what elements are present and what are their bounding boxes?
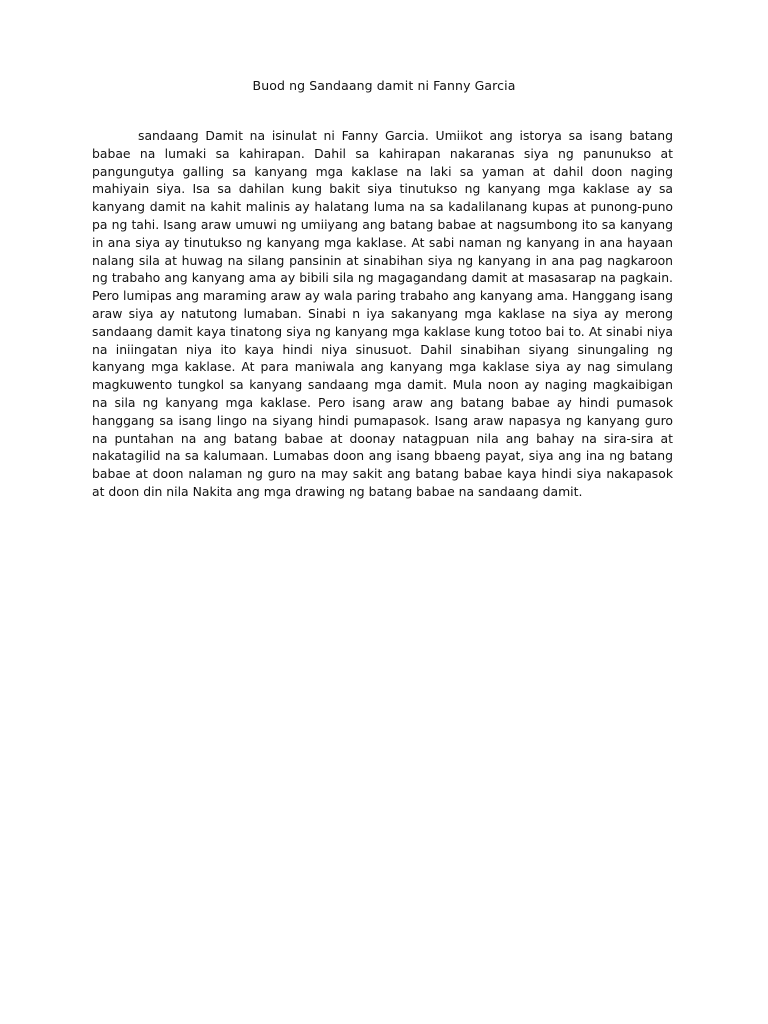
summary-paragraph: sandaang Damit na isinulat ni Fanny Garcia. Umiikot ang istorya sa isang batang babae na lumaki sa kahirapan. Dahil sa kahirapan nakaranas siya ng panunukso at pangungutya galling sa kanyang mga kaklase na laki sa yaman at dahil doon naging mahiyain siya. Isa sa dahilan kung bakit siya tinutukso ng kanyang mga kaklase ay sa kanyang damit na kahit malinis ay halatang luma na sa kadalilanang kupas at punong-puno pa ng tahi. Isang araw umuwi ng umiiyang ang batang babae at nagsumbong ito sa kanyang in ana siya ay tinutukso ng kanyang mga kaklase. At sabi naman ng kanyang in ana hayaan nalang sila at huwag na silang pansinin at sinabihan siya ng kanyang in ana pag nagkaroon ng trabaho ang kanyang ama ay bibili sila ng magagandang damit at masasarap na pagkain. Pero lumipas ang maraming araw ay wala paring trabaho ang kanyang ama. Hanggang isang araw siya ay natutong lumaban. Sinabi n iya sakanyang mga kaklase na siya ay merong sandaang damit kaya tinatong siya ng kanyang mga kaklase kung totoo bai to. At sinabi niya na iniingatan niya ito kaya hindi niya sinusuot. Dahil sinabihan siyang sinungaling ng kanyang mga kaklase. At para maniwala ang kanyang mga kaklase siya ay nag simulang magkuwento tungkol sa kanyang sandaang mga damit. Mula noon ay naging magkaibigan na sila ng kanyang mga kaklase. Pero isang araw ang batang babae ay hindi pumasok hanggang sa isang lingo na siyang hindi pumapasok. Isang araw napasya ng kanyang guro na puntahan na ang batang babae at doonay natagpuan nila ang bahay na sira-sira at nakatagilid na sa kalumaan. Lumabas doon ang isang bbaeng payat, siya ang ina ng batang babae at doon nalaman ng guro na may sakit ang batang babae kaya hindi siya nakapasok at doon din nila Nakita ang mga drawing ng batang babae na sandaang damit. bbox=[92, 128, 673, 499]
document-title: Buod ng Sandaang damit ni Fanny Garcia bbox=[252, 78, 516, 93]
